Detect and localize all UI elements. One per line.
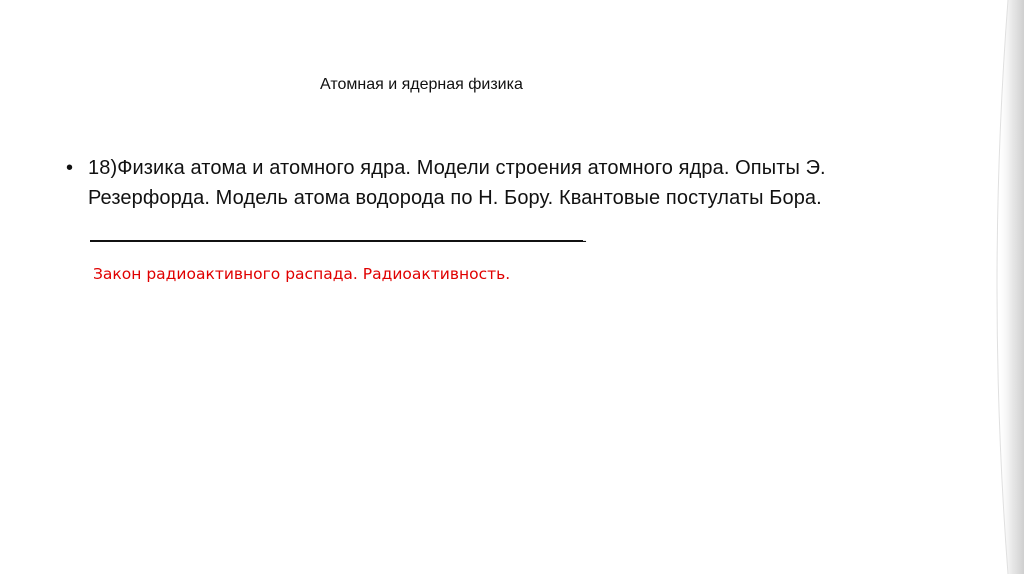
underline-rule-tail: - [582,232,587,248]
page-fold-decoration [950,0,1024,574]
bullet-item [66,153,896,213]
bullet-marker: • [66,157,74,179]
underline-rule [90,240,583,242]
bullet-line-1: 18)Физика атома и атомного ядра. Модели строения атомного ядра. Опыты Э. [88,157,826,179]
bullet-line-2: Резерфорда. Модель атома водорода по Н. Бору. Квантовые постулаты Бора. [88,187,822,209]
slide-title: Атомная и ядерная физика [320,76,523,93]
bullet-text [88,153,896,213]
red-subtopic-text: Закон радиоактивного распада. Радиоактивность. [93,265,511,283]
